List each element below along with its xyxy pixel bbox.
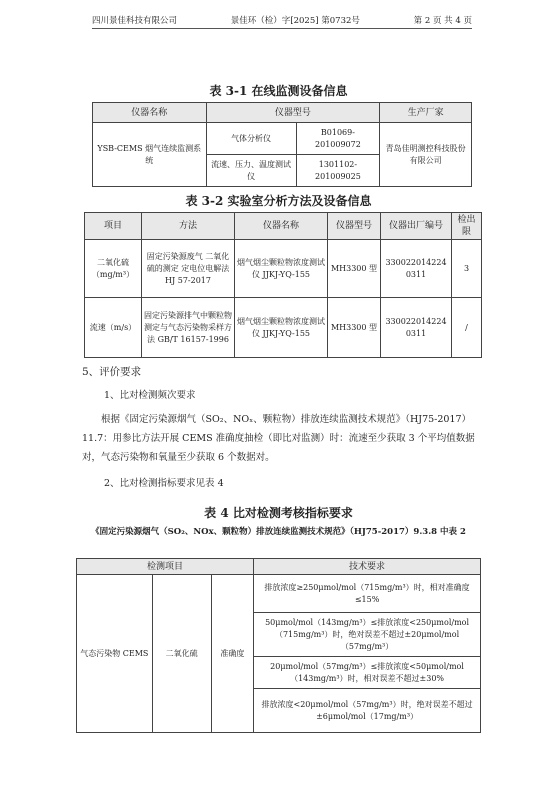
table-cell: MH3300 型: [328, 298, 381, 358]
col-header: 检出限: [452, 213, 482, 240]
table-3-2: [84, 212, 482, 358]
table-row: [85, 240, 482, 298]
system-name: YSB-CEMS 烟气连续监测系统: [93, 123, 207, 187]
table-row: [85, 298, 482, 358]
table-cell: 3: [452, 240, 482, 298]
requirement-item-2: 2、比对检测指标要求见表 4: [104, 478, 224, 489]
col-header: 仪器名称: [93, 103, 207, 123]
col-header: 仪器出厂编号: [381, 213, 452, 240]
table-3-1: [92, 102, 472, 187]
page-header: [92, 12, 472, 29]
col-header: 技术要求: [254, 559, 481, 575]
table-cell: /: [452, 298, 482, 358]
indicator-cell: 准确度: [211, 575, 253, 733]
table-cell: 气体分析仪: [206, 123, 296, 155]
table-cell: 固定污染源排气中颗粒物测定与气态污染物采样方法 GB/T 16157-1996: [142, 298, 235, 358]
table-4-reference: 《固定污染源烟气（SO₂、NOx、颗粒物）排放连续监测技术规范》（HJ75-2017）9.3.8 中表 2: [91, 527, 466, 537]
requirement-item-1: 1、比对检测频次要求: [104, 390, 196, 401]
section-heading: 5、评价要求: [82, 366, 142, 378]
table-cell: 330022014224 0311: [381, 240, 452, 298]
col-header: 检测项目: [77, 559, 254, 575]
manufacturer: 青岛佳明测控科技股份有限公司: [380, 123, 472, 187]
category-cell: 气态污染物 CEMS: [77, 575, 153, 733]
table-cell: 固定污染源废气 二氧化硫的测定 定电位电解法 HJ 57-2017: [142, 240, 235, 298]
table-cell: MH3300 型: [328, 240, 381, 298]
col-header: 仪器名称: [235, 213, 328, 240]
requirement-paragraph: 根据《固定污染源烟气（SO₂、NOₓ、颗粒物）排放连续监测技术规范》（HJ75-2017）11.7：用参比方法开展 CEMS 准确度抽检（即比对监测）时：流速至少获取 3 个平均值数据对，气态污染物和氧量至少获取 6 个数据对。: [82, 414, 475, 463]
table-4: [76, 558, 481, 733]
table-4-title: 表 4 比对检测考核指标要求: [204, 506, 353, 520]
table-cell: 1301102-201009025: [296, 155, 380, 187]
col-header: 仪器型号: [206, 103, 380, 123]
table-cell: 烟气烟尘颗粒物浓度测试仪 JJKJ-YQ-155: [235, 240, 328, 298]
col-header: 方法: [142, 213, 235, 240]
table-cell: 二氧化硫（mg/m³）: [85, 240, 142, 298]
document-number: 景佳环（检）字[2025] 第0732号: [230, 16, 360, 26]
col-header: 生产厂家: [380, 103, 472, 123]
pollutant-cell: 二氧化硫: [152, 575, 211, 733]
page-number: 第 2 页 共 4 页: [413, 16, 472, 26]
table-cell: 烟气烟尘颗粒物浓度测试仪 JJKJ-YQ-155: [235, 298, 328, 358]
table-3-1-title: 表 3-1 在线监测设备信息: [209, 84, 348, 98]
table-cell: 流速、压力、温度测试仪: [206, 155, 296, 187]
requirement-cell: 20μmol/mol（57mg/m³）≤排放浓度<50μmol/mol（143mg/m³）时，相对误差不超过±30%: [254, 657, 481, 689]
col-header: 仪器型号: [328, 213, 381, 240]
col-header: 项目: [85, 213, 142, 240]
company-name: 四川景佳科技有限公司: [92, 16, 178, 26]
requirement-cell: 50μmol/mol（143mg/m³）≤排放浓度<250μmol/mol（715mg/m³）时，绝对误差不超过±20μmol/mol（57mg/m³）: [254, 613, 481, 657]
table-cell: 330022014224 0311: [381, 298, 452, 358]
table-3-2-title: 表 3-2 实验室分析方法及设备信息: [185, 194, 372, 208]
requirement-cell: 排放浓度<20μmol/mol（57mg/m³）时，绝对误差不超过±6μmol/mol（17mg/m³）: [254, 689, 481, 733]
table-cell: B01069-201009072: [296, 123, 380, 155]
table-cell: 流速（m/s）: [85, 298, 142, 358]
requirement-cell: 排放浓度≥250μmol/mol（715mg/m³）时，相对准确度≤15%: [254, 575, 481, 613]
